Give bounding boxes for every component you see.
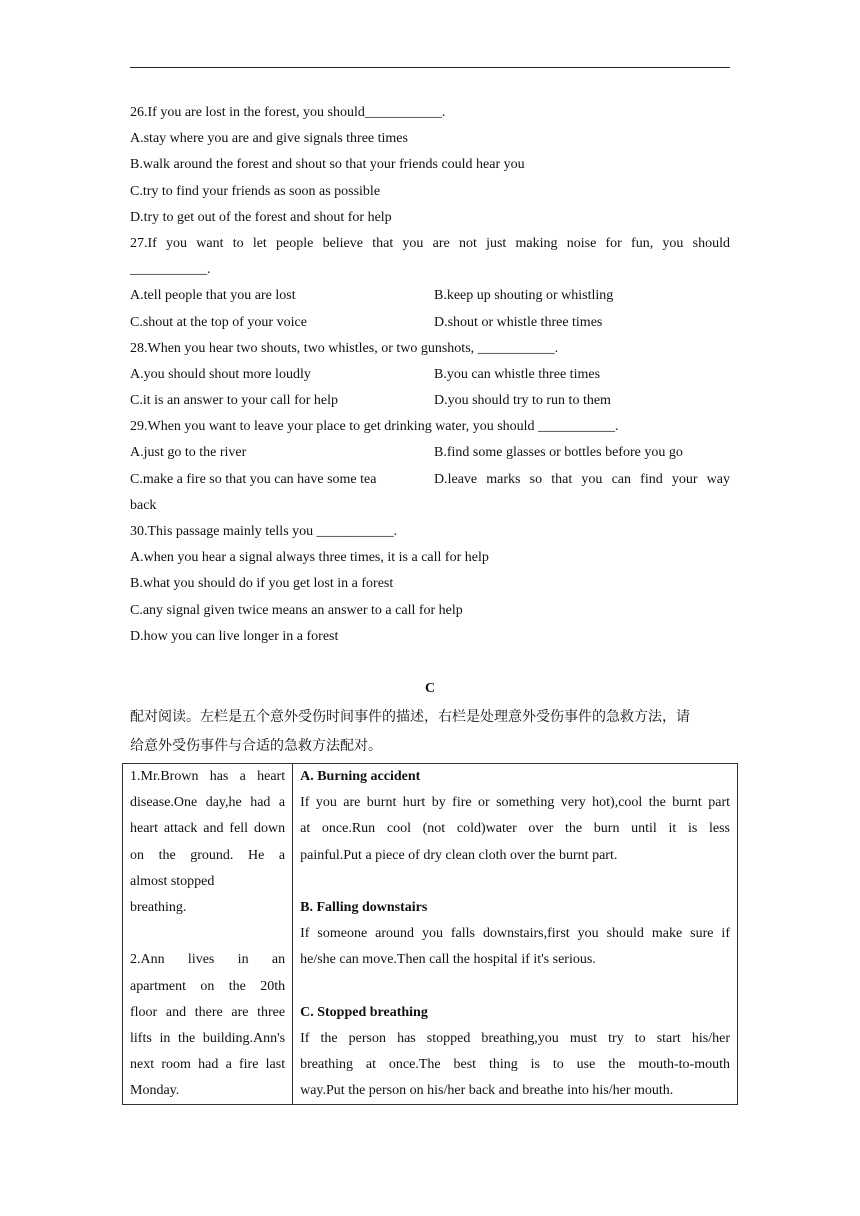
q27-option-c: C.shout at the top of your voice bbox=[130, 314, 307, 330]
q26-stem: 26.If you are lost in the forest, you should___________. bbox=[130, 105, 446, 120]
q29-option-a: A.just go to the river bbox=[130, 445, 247, 461]
q26-option-b: B.walk around the forest and shout so that your friends could hear you bbox=[130, 157, 525, 173]
q28-option-a: A.you should shout more loudly bbox=[130, 366, 311, 382]
header-rule bbox=[130, 67, 730, 68]
spacer bbox=[300, 974, 730, 1000]
q28-option-d: D.you should try to run to them bbox=[434, 393, 611, 409]
item1-line: breathing. bbox=[130, 899, 187, 915]
q28-options-row2 bbox=[130, 388, 730, 414]
matching-table-row bbox=[123, 764, 738, 1105]
q30-stem: 30.This passage mainly tells you ___________. bbox=[130, 524, 398, 539]
q29-option-c: C.make a fire so that you can have some tea bbox=[130, 471, 377, 487]
q28-options-row1 bbox=[130, 362, 730, 388]
q27-stem-line1: 27.If you want to let people believe that you are not just making noise for fun, you should bbox=[130, 235, 730, 251]
item1-line: almost stopped bbox=[130, 873, 215, 889]
q27-option-a: A.tell people that you are lost bbox=[130, 288, 296, 304]
spacer bbox=[300, 869, 730, 895]
q29-stem: 29.When you want to leave your place to get drinking water, you should ___________. bbox=[130, 419, 619, 435]
item1-line: on the ground. He a bbox=[130, 847, 286, 863]
method-a-title: A. Burning accident bbox=[300, 769, 421, 784]
method-c-title: C. Stopped breathing bbox=[300, 1004, 428, 1020]
item2-line: Monday. bbox=[130, 1083, 180, 1099]
q29-options-row2 bbox=[130, 467, 730, 493]
item2-line: floor and there are three bbox=[130, 1004, 286, 1020]
q30-option-d: D.how you can live longer in a forest bbox=[130, 628, 339, 644]
item2-line: apartment on the 20th bbox=[130, 978, 286, 994]
q29-option-d-cont: back bbox=[130, 497, 157, 513]
item1-line: heart attack and fell down bbox=[130, 821, 286, 837]
q29-options-row1 bbox=[130, 440, 730, 466]
item1-line: 1.Mr.Brown has a heart bbox=[130, 769, 286, 784]
spacer bbox=[130, 921, 285, 947]
method-a-line: at once.Run cool (not cold)water over the burn until it is less bbox=[300, 821, 730, 837]
q29-option-b: B.find some glasses or bottles before you go bbox=[434, 445, 683, 461]
method-b-line: If someone around you falls downstairs,first you should make sure if bbox=[300, 926, 730, 942]
q28-stem: 28.When you hear two shouts, two whistles, or two gunshots, ___________. bbox=[130, 340, 559, 356]
q27-options-row1 bbox=[130, 283, 730, 309]
q26-option-c: C.try to find your friends as soon as possible bbox=[130, 183, 381, 199]
q27-options-row2 bbox=[130, 310, 730, 336]
method-c-line: way.Put the person on his/her back and breathe into his/her mouth. bbox=[300, 1083, 674, 1099]
q29-option-d: D.leave marks so that you can find your way bbox=[434, 471, 730, 487]
q30-option-a: A.when you hear a signal always three times, it is a call for help bbox=[130, 550, 489, 566]
section-c-intro-line1: 配对阅读。左栏是五个意外受伤时间事件的描述，右栏是处理意外受伤事件的急救方法，请 bbox=[130, 710, 690, 725]
section-c-title: C bbox=[424, 681, 436, 696]
questions-block bbox=[130, 100, 730, 650]
q27-option-d: D.shout or whistle three times bbox=[434, 314, 603, 330]
left-column bbox=[123, 764, 293, 1105]
section-c-intro-line2: 给意外受伤事件与合适的急救方法配对。 bbox=[130, 739, 382, 754]
q26-option-a: A.stay where you are and give signals three times bbox=[130, 131, 408, 147]
item2-line: 2.Ann lives in an bbox=[130, 952, 286, 968]
matching-table bbox=[122, 763, 738, 1105]
method-b-line: he/she can move.Then call the hospital if it's serious. bbox=[300, 952, 596, 968]
q30-option-b: B.what you should do if you get lost in a forest bbox=[130, 576, 394, 592]
q27-stem-line2: ___________. bbox=[130, 262, 211, 278]
item2-line: next room had a fire last bbox=[130, 1057, 286, 1073]
item2-line: lifts in the building.Ann's bbox=[130, 1030, 286, 1046]
q28-option-b: B.you can whistle three times bbox=[434, 366, 601, 382]
method-c-line: breathing at once.The best thing is to use the mouth-to-mouth bbox=[300, 1057, 730, 1073]
method-a-line: If you are burnt hurt by fire or something very hot),cool the burnt part bbox=[300, 795, 730, 811]
right-column bbox=[293, 764, 738, 1105]
item1-line: disease.One day,he had a bbox=[130, 795, 286, 811]
section-c-intro bbox=[130, 703, 730, 761]
q28-option-c: C.it is an answer to your call for help bbox=[130, 393, 339, 409]
method-a-line: painful.Put a piece of dry clean cloth over the burnt part. bbox=[300, 847, 618, 863]
q27-option-b: B.keep up shouting or whistling bbox=[434, 288, 614, 304]
method-c-line: If the person has stopped breathing,you must try to start his/her bbox=[300, 1030, 730, 1046]
q26-option-d: D.try to get out of the forest and shout for help bbox=[130, 209, 392, 225]
method-b-title: B. Falling downstairs bbox=[300, 899, 428, 915]
q30-option-c: C.any signal given twice means an answer to a call for help bbox=[130, 602, 463, 618]
